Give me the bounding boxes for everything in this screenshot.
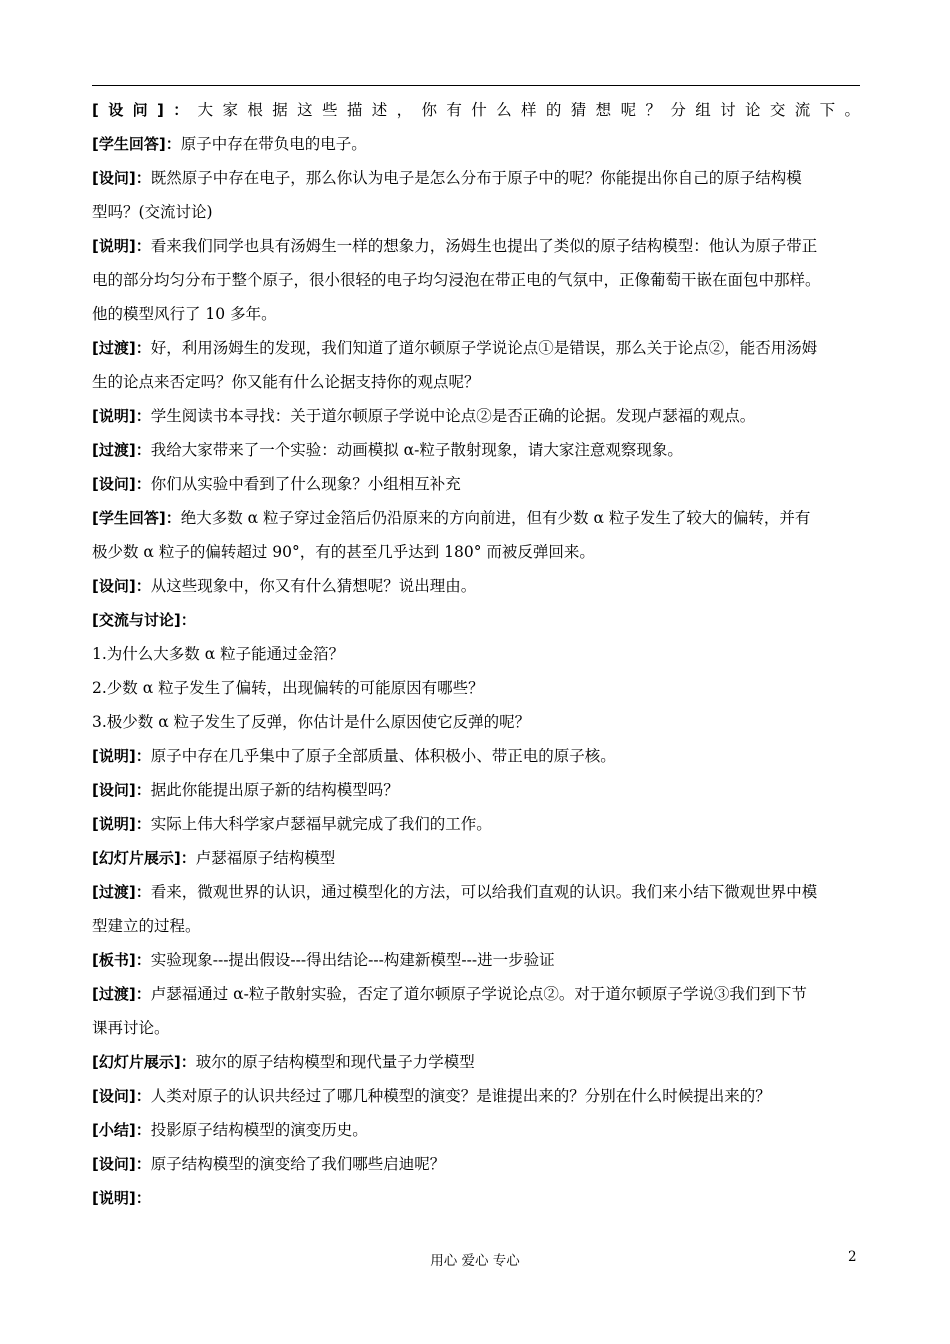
line-tag: [幻灯片展示]： — [92, 1053, 196, 1071]
line-text: 卢瑟福通过 α-粒子散射实验，否定了道尔顿原子学说论点②。对于道尔顿原子学说③我们到下节 — [150, 985, 807, 1003]
paragraph-line — [92, 334, 860, 368]
line-tag: [过渡]： — [92, 339, 151, 357]
paragraph-line — [92, 232, 860, 266]
line-text: 绝大多数 α 粒子穿过金箔后仍沿原来的方向前进，但有少数 α 粒子发生了较大的偏转，并有 — [180, 509, 811, 527]
line-tag: [说明]： — [92, 237, 151, 255]
line-text: 原子中存在带负电的电子。 — [180, 135, 367, 153]
paragraph-line — [92, 946, 860, 980]
line-tag: [过渡]： — [92, 985, 151, 1003]
line-text: 从这些现象中，你又有什么猜想呢？说出理由。 — [150, 577, 477, 595]
paragraph-line — [92, 402, 860, 436]
line-text: 玻尔的原子结构模型和现代量子力学模型 — [195, 1053, 475, 1071]
line-text: 人类对原子的认识共经过了哪几种模型的演变？是谁提出来的？分别在什么时候提出来的？ — [150, 1087, 771, 1105]
line-text: 生的论点来否定吗？你又能有什么论据支持你的观点呢？ — [92, 373, 480, 391]
line-tag: [设问]： — [92, 781, 151, 799]
document-body — [92, 96, 860, 1218]
line-tag: [学生回答]： — [92, 135, 181, 153]
line-tag: [过渡]： — [92, 883, 151, 901]
paragraph-line — [92, 130, 860, 164]
paragraph-line — [92, 606, 860, 640]
header-rule — [92, 85, 860, 86]
line-text: 我给大家带来了一个实验：动画模拟 α-粒子散射现象，请大家注意观察现象。 — [150, 441, 683, 459]
paragraph-line — [92, 1082, 860, 1116]
paragraph-line — [92, 164, 860, 198]
paragraph-line — [92, 300, 860, 334]
line-tag: [说明]： — [92, 407, 151, 425]
paragraph-line — [92, 470, 860, 504]
list-item — [92, 708, 860, 742]
line-tag: [说明]： — [92, 747, 151, 765]
page-footer: 用心 爱心 专心 — [430, 1253, 520, 1269]
line-text: 型吗？(交流讨论) — [92, 203, 213, 221]
line-tag: [说明]： — [92, 815, 151, 833]
line-text: 卢瑟福原子结构模型 — [195, 849, 336, 867]
line-text: 他的模型风行了 10 多年。 — [92, 305, 277, 323]
paragraph-line — [92, 1014, 860, 1048]
line-tag: [过渡]： — [92, 441, 151, 459]
line-text: 看来，微观世界的认识，通过模型化的方法，可以给我们直观的认识。我们来小结下微观世界中模 — [150, 883, 818, 901]
line-text: 课再讨论。 — [92, 1019, 170, 1037]
line-text: 据此你能提出原子新的结构模型吗？ — [150, 781, 399, 799]
paragraph-line — [92, 436, 860, 470]
line-text: 原子结构模型的演变给了我们哪些启迪呢？ — [150, 1155, 446, 1173]
line-text: 实际上伟大科学家卢瑟福早就完成了我们的工作。 — [150, 815, 492, 833]
paragraph-line — [92, 198, 860, 232]
line-tag: [交流与讨论]： — [92, 611, 196, 629]
line-text: 投影原子结构模型的演变历史。 — [150, 1121, 368, 1139]
line-text: 电的部分均匀分布于整个原子，很小很轻的电子均匀浸泡在带正电的气氛中，正像葡萄干嵌在面包中那样。 — [92, 271, 821, 289]
line-tag: [设问]： — [92, 475, 151, 493]
line-text: 学生阅读书本寻找：关于道尔顿原子学说中论点②是否正确的论据。发现卢瑟福的观点。 — [150, 407, 756, 425]
paragraph-line — [92, 844, 860, 878]
paragraph-line — [92, 742, 860, 776]
line-text: 看来我们同学也具有汤姆生一样的想象力，汤姆生也提出了类似的原子结构模型：他认为原子带正 — [150, 237, 818, 255]
line-tag: [设问]： — [92, 1155, 151, 1173]
paragraph-line — [92, 912, 860, 946]
page-number: 2 — [848, 1249, 857, 1265]
line-text: 3.极少数 α 粒子发生了反弹，你估计是什么原因使它反弹的呢？ — [92, 713, 531, 731]
paragraph-line — [92, 1150, 860, 1184]
paragraph-line — [92, 878, 860, 912]
line-text: 实验现象---提出假设---得出结论---构建新模型---进一步验证 — [150, 951, 555, 969]
line-text: 既然原子中存在电子，那么你认为电子是怎么分布于原子中的呢？你能提出你自己的原子结构模 — [150, 169, 802, 187]
paragraph-line — [92, 96, 860, 130]
paragraph-line — [92, 980, 860, 1014]
line-tag: [设问]： — [92, 101, 198, 119]
list-item — [92, 674, 860, 708]
list-item — [92, 640, 860, 674]
paragraph-line — [92, 368, 860, 402]
paragraph-line — [92, 810, 860, 844]
line-tag: [设问]： — [92, 577, 151, 595]
line-text: 型建立的过程。 — [92, 917, 201, 935]
line-tag: [设问]： — [92, 1087, 151, 1105]
line-tag: [小结]： — [92, 1121, 151, 1139]
paragraph-line — [92, 1184, 860, 1218]
line-text: 原子中存在几乎集中了原子全部质量、体积极小、带正电的原子核。 — [150, 747, 616, 765]
line-text: 好，利用汤姆生的发现，我们知道了道尔顿原子学说论点①是错误，那么关于论点②，能否用汤姆 — [150, 339, 818, 357]
paragraph-line — [92, 1116, 860, 1150]
paragraph-line — [92, 504, 860, 538]
line-tag: [说明]： — [92, 1189, 151, 1207]
line-tag: [设问]： — [92, 169, 151, 187]
line-tag: [幻灯片展示]： — [92, 849, 196, 867]
paragraph-line — [92, 572, 860, 606]
paragraph-line — [92, 776, 860, 810]
paragraph-line — [92, 538, 860, 572]
paragraph-line — [92, 266, 860, 300]
line-text: 1.为什么大多数 α 粒子能通过金箔？ — [92, 645, 345, 663]
line-tag: [学生回答]： — [92, 509, 181, 527]
line-text: 极少数 α 粒子的偏转超过 90°，有的甚至几乎达到 180° 而被反弹回来。 — [92, 543, 595, 561]
line-text: 你们从实验中看到了什么现象？小组相互补充 — [150, 475, 461, 493]
paragraph-line — [92, 1048, 860, 1082]
line-text: 2.少数 α 粒子发生了偏转，出现偏转的可能原因有哪些？ — [92, 679, 484, 697]
line-tag: [板书]： — [92, 951, 151, 969]
line-text: 大家根据这些描述，你有什么样的猜想呢？分组讨论交流下。 — [197, 101, 860, 119]
